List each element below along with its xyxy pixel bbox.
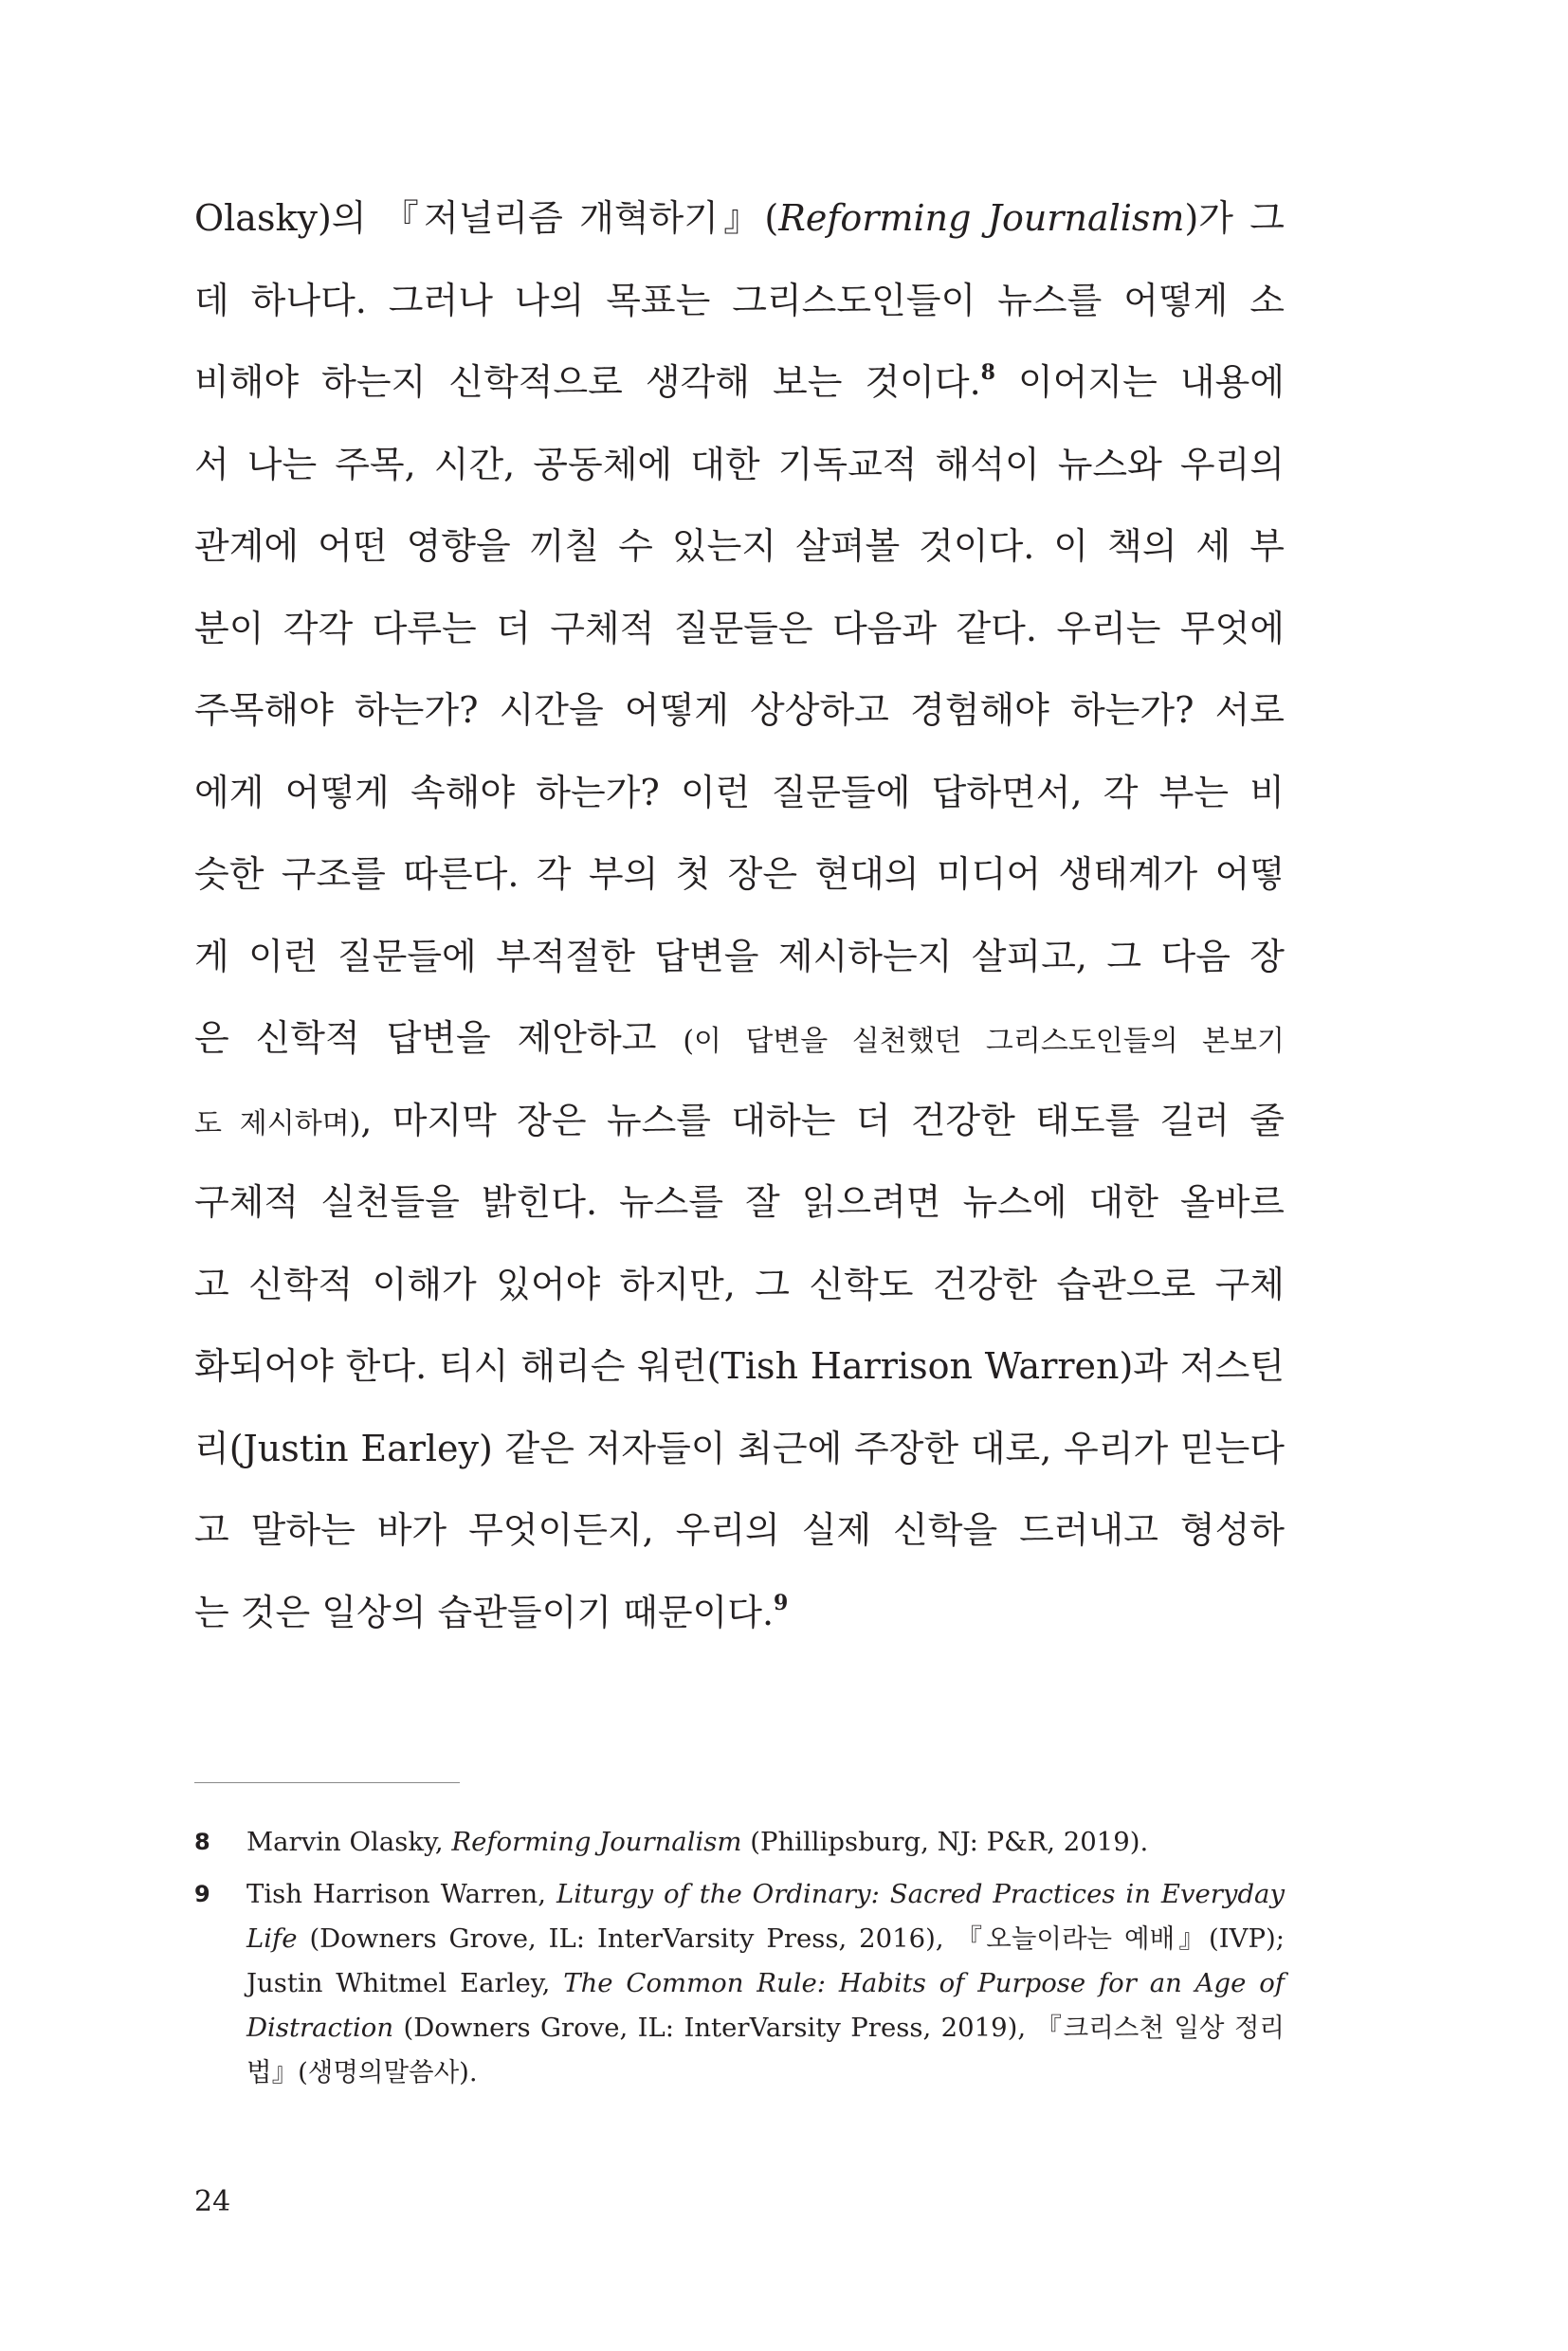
- text-run: (Phillipsburg, NJ: P&R, 2019).: [741, 1827, 1149, 1857]
- body-line-6: 분이 각각 다루는 더 구체적 질문들은 다음과 같다. 우리는 무엇에: [194, 607, 1285, 649]
- footnote-ref-8: 8: [980, 360, 995, 385]
- footnote-9: [194, 1872, 1285, 2095]
- footnote-number: 9: [194, 1881, 210, 1907]
- text-run: 이어지는 내용에: [994, 361, 1285, 403]
- footnote-separator: [194, 1782, 460, 1783]
- body-line-13: 구체적 실천들을 밝힌다. 뉴스를 잘 읽으려면 뉴스에 대한 올바르: [194, 1181, 1285, 1223]
- body-line-1: [194, 177, 1285, 260]
- body-line-17: 고 말하는 바가 무엇이든지, 우리의 실제 신학을 드러내고 형성하: [194, 1509, 1285, 1551]
- text-run: , 마지막 장은 뉴스를 대하는 더 건강한 태도를 길러 줄: [360, 1099, 1285, 1141]
- book-title-italic: Liturgy of the Ordinary: Sacred Practices in Everyday Life: [246, 1879, 1285, 1954]
- body-line-12: [194, 1080, 1285, 1162]
- parenthetical-small: (이 답변을 실천했던 그리스도인들의 본보기: [683, 1025, 1285, 1058]
- body-line-18: [194, 1572, 1285, 1654]
- footnote-text: [246, 1872, 1285, 2095]
- text-run: (Downers Grove, IL: InterVarsity Press, 2019), 『크리스천 일상 정리법』(생명의말씀사).: [246, 2013, 1285, 2087]
- text-run: Marvin Olasky,: [246, 1827, 452, 1857]
- text-run: (Downers Grove, IL: InterVarsity Press, 2016), 『오늘이라는 예배』(IVP); Justin Whitmel Earley,: [246, 1923, 1285, 1998]
- text-run: 비해야 하는지 신학적으로 생각해 보는 것이다.: [194, 361, 981, 403]
- body-line-7: 주목해야 하는가? 시간을 어떻게 상상하고 경험해야 하는가? 서로: [194, 689, 1285, 731]
- book-title-italic: The Common Rule: Habits of Purpose for an Age of Distraction: [246, 1968, 1285, 2043]
- body-line-11: [194, 997, 1285, 1080]
- body-line-14: 고 신학적 이해가 있어야 하지만, 그 신학도 건강한 습관으로 구체: [194, 1263, 1285, 1305]
- body-line-2: 데 하나다. 그러나 나의 목표는 그리스도인들이 뉴스를 어떻게 소: [194, 279, 1285, 321]
- text-run: 는 것은 일상의 습관들이기 때문이다.: [194, 1591, 775, 1633]
- body-line-16: 리(Justin Earley) 같은 저자들이 최근에 주장한 대로, 우리가 믿는다: [194, 1427, 1285, 1469]
- body-line-10: 게 이런 질문들에 부적절한 답변을 제시하는지 살피고, 그 다음 장: [194, 935, 1285, 977]
- footnote-ref-9: 9: [774, 1590, 789, 1615]
- text-run: Olasky)의 『저널리즘 개혁하기』(: [194, 197, 779, 239]
- footnote-8: [194, 1820, 1285, 1865]
- text-run: )가 그: [1184, 197, 1285, 239]
- body-line-3: [194, 341, 1285, 424]
- body-text: [194, 177, 1285, 1653]
- footnote-text: [246, 1820, 1285, 1865]
- body-line-4: 서 나는 주목, 시간, 공동체에 대한 기독교적 해석이 뉴스와 우리의: [194, 443, 1285, 485]
- body-line-8: 에게 어떻게 속해야 하는가? 이런 질문들에 답하면서, 각 부는 비: [194, 771, 1285, 813]
- book-title-italic: Reforming Journalism: [778, 197, 1185, 239]
- body-line-5: 관계에 어떤 영향을 끼칠 수 있는지 살펴볼 것이다. 이 책의 세 부: [194, 525, 1285, 567]
- body-line-15: 화되어야 한다. 티시 해리슨 워런(Tish Harrison Warren)과 저스틴: [194, 1345, 1285, 1387]
- page-number: 24: [194, 2185, 231, 2218]
- text-run: Tish Harrison Warren,: [246, 1879, 556, 1909]
- book-title-italic: Reforming Journalism: [451, 1827, 742, 1857]
- footnotes: [194, 1820, 1285, 2103]
- footnote-number: 8: [194, 1829, 210, 1855]
- text-run: 은 신학적 답변을 제안하고: [194, 1017, 684, 1059]
- body-line-9: 슷한 구조를 따른다. 각 부의 첫 장은 현대의 미디어 생태계가 어떻: [194, 853, 1285, 895]
- parenthetical-small: 도 제시하며): [194, 1106, 361, 1140]
